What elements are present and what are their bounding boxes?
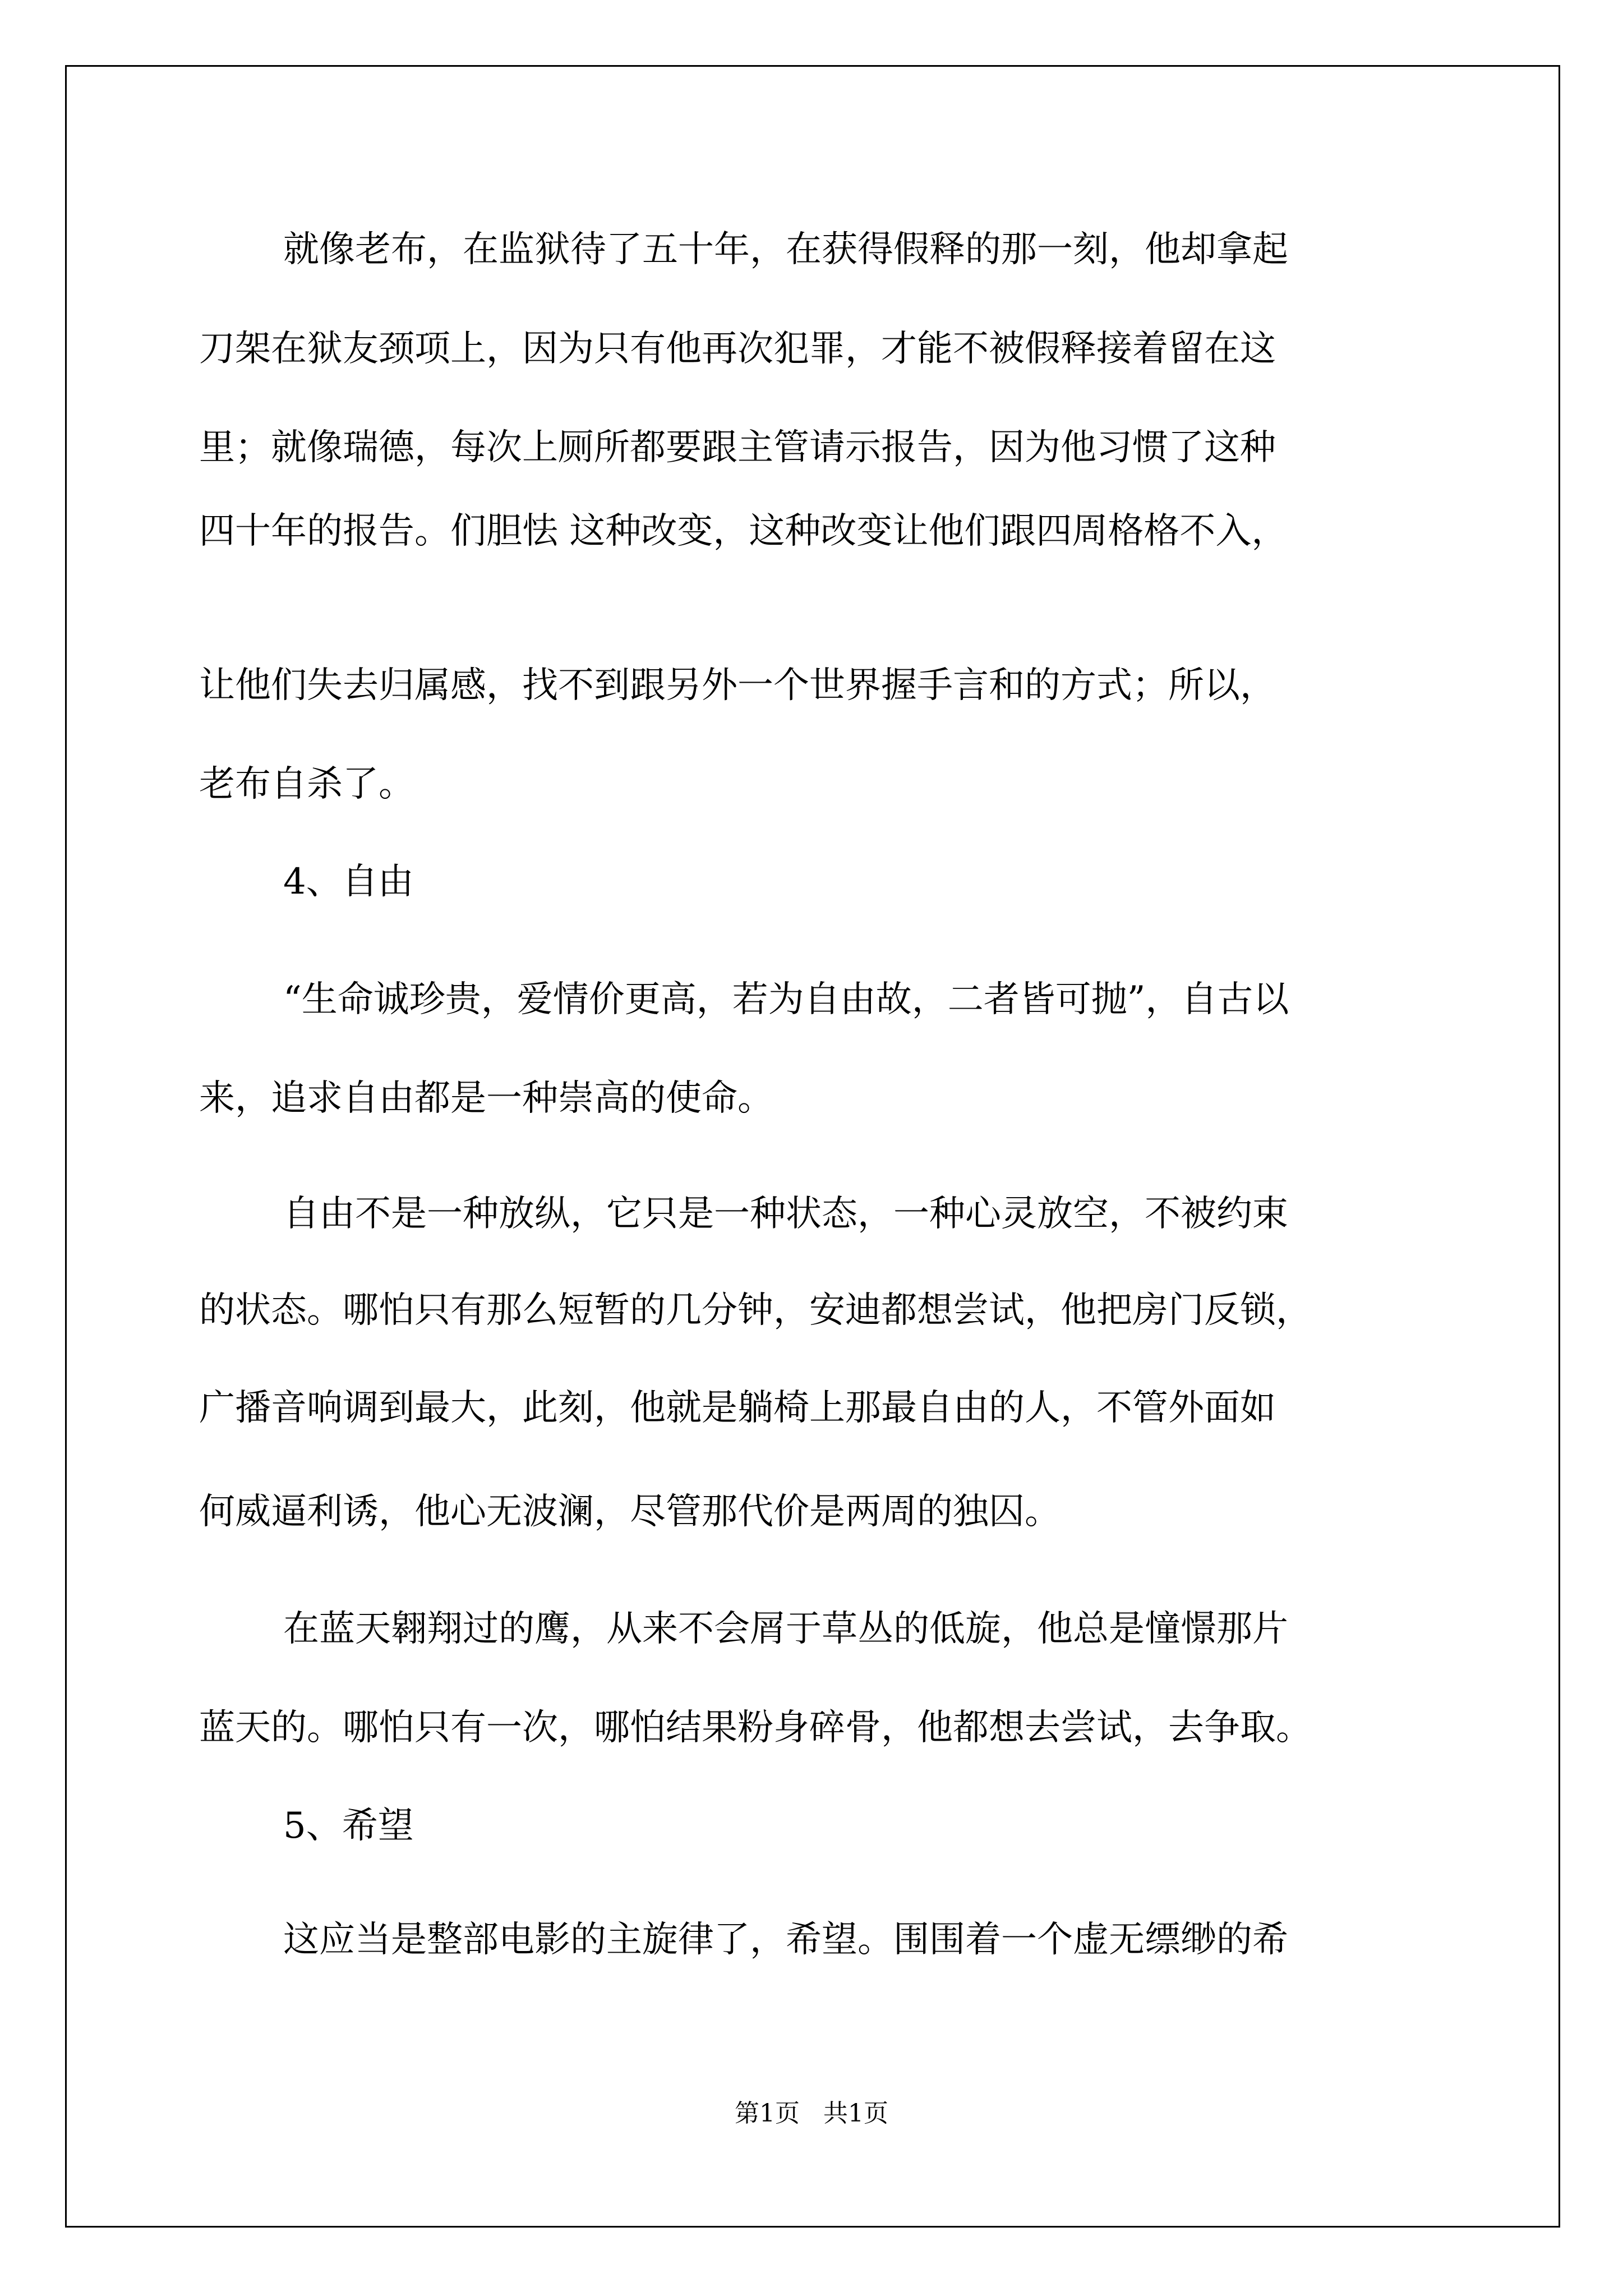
page-border (65, 65, 1560, 2228)
section-heading: 4、自由 (283, 861, 414, 903)
body-line: 这应当是整部电影的主旋律了，希望。围围着一个虚无缥缈的希 (283, 1919, 1288, 1961)
body-line: “生命诚珍贵，爱情价更高，若为自由故，二者皆可抛”，自古以 (283, 979, 1289, 1020)
body-line: 广播音响调到最大，此刻，他就是躺椅上那最自由的人，不管外面如 (199, 1387, 1276, 1429)
body-line: 蓝天的。哪怕只有一次，哪怕结果粉身碎骨，他都想去尝试，去争取。 (199, 1707, 1312, 1749)
body-line: 四十年的报告。们胆怯 这种改变，这种改变让他们跟四周格格不入， (199, 510, 1288, 552)
body-line: 刀架在狱友颈项上，因为只有他再次犯罪，才能不被假释接着留在这 (199, 328, 1276, 370)
body-line: 的状态。哪怕只有那么短暂的几分钟，安迪都想尝试，他把房门反锁， (199, 1290, 1312, 1331)
body-line: 何威逼利诱，他心无波澜，尽管那代价是两周的独囚。 (199, 1491, 1061, 1533)
body-line: 在蓝天翱翔过的鹰，从来不会屑于草丛的低旋，他总是憧憬那片 (283, 1608, 1288, 1650)
body-line: 就像老布，在监狱待了五十年，在获得假释的那一刻，他却拿起 (283, 229, 1288, 270)
body-line: 让他们失去归属感，找不到跟另外一个世界握手言和的方式；所以， (199, 665, 1276, 706)
body-line: 自由不是一种放纵，它只是一种状态，一种心灵放空，不被约束 (283, 1193, 1288, 1235)
body-line: 里；就像瑞德，每次上厕所都要跟主管请示报告，因为他习惯了这种 (199, 427, 1276, 468)
section-heading: 5、希望 (283, 1805, 414, 1847)
body-line: 来，追求自由都是一种崇高的使命。 (199, 1078, 773, 1119)
body-line: 老布自杀了。 (199, 763, 414, 805)
page-footer: 第1页 共1页 (735, 2099, 888, 2128)
